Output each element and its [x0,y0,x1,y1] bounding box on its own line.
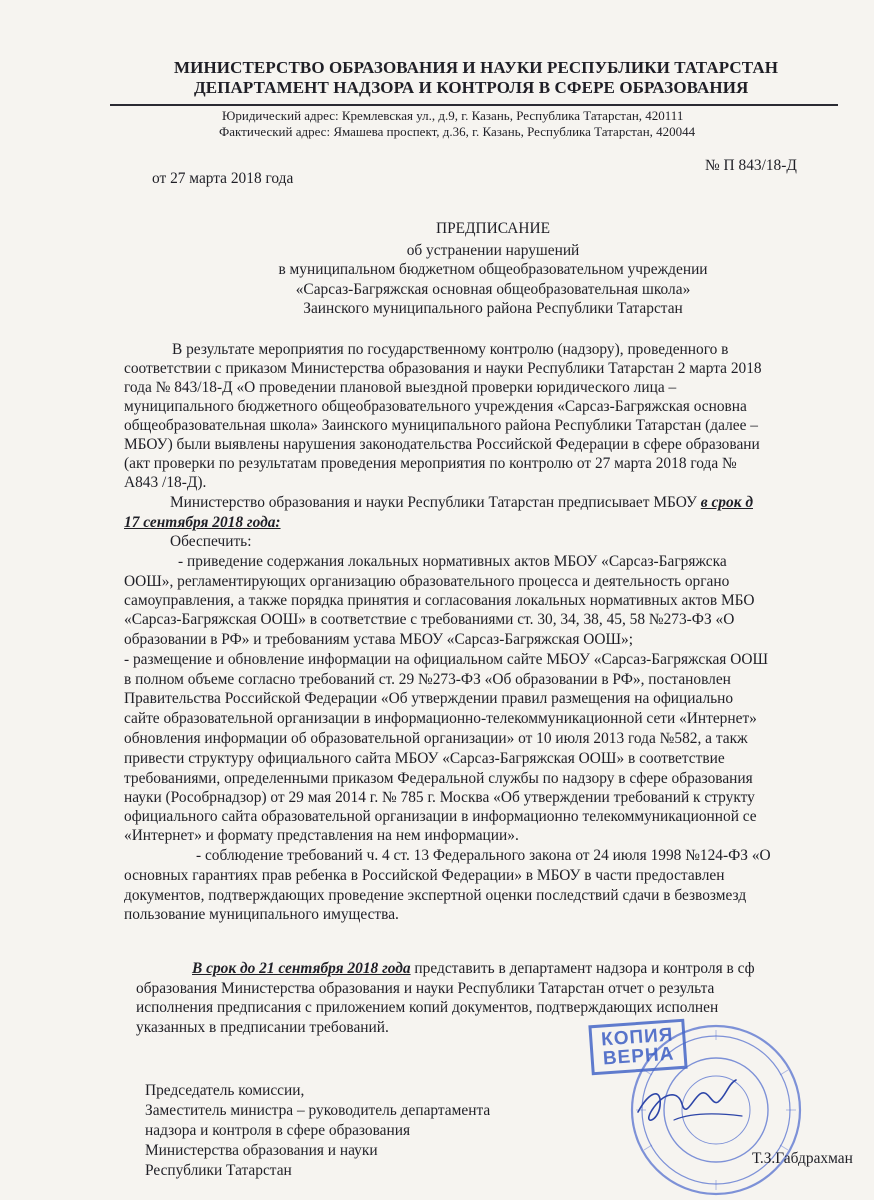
deadline-1-part-b: 17 сентября 2018 года: [124,514,281,531]
paragraph-1-line: А843 /18-Д). [124,474,207,491]
requirement-line: основных гарантиях прав ребенка в Российской Федерации» в МБОУ в части предоставлен [124,867,725,884]
signatory-line: Заместитель министра – руководитель департамента [145,1102,491,1119]
stamp-line-1: КОПИЯ [600,1024,675,1051]
requirement-line: в полном объеме согласно требований ст. 29 №273-ФЗ «Об образовании в РФ», постановлен [124,671,731,688]
signatory-name: Т.З.Габдрахман [752,1150,853,1167]
requirement-line: пользование муниципального имущества. [124,906,399,923]
prescription-lead: Министерство образования и науки Республики Татарстан предписывает МБОУ [170,494,701,511]
requirement-line: - размещение и обновление информации на официальном сайте МБОУ «Сарсаз-Багряжская ООШ [124,651,768,668]
paragraph-3-line: исполнения предписания с приложением копий документов, подтверждающих исполнен [136,999,719,1016]
signatory-line: Министерства образования и науки [145,1142,378,1159]
paragraph-3-line [192,960,755,978]
paragraph-3-line: указанных в предписании требований. [136,1019,389,1036]
title-line-3: «Сарсаз-Багряжская основная общеобразовательная школа» [295,281,691,298]
paragraph-3-line: образования Министерства образования и науки Республики Татарстан отчет о результа [136,980,715,997]
paragraph-1-line: соответствии с приказом Министерства образования и науки Республики Татарстан 2 марта 2018 [124,360,762,377]
paragraph-1-line: года № 843/18-Д «О проведении плановой выездной проверки юридического лица – [124,379,677,396]
requirement-line: «Интернет» и формату представления на нем информации». [124,827,519,844]
handwritten-signature-icon [630,1060,750,1140]
paragraph-1-line: В результате мероприятия по государственному контролю (надзору), проведенного в [172,341,729,358]
paragraph-1-line: (акт проверки по результатам проведения мероприятия по контролю от 27 марта 2018 года № [124,455,737,472]
requirement-line: самоуправления, а также порядка принятия и согласования локальных нормативных актов МБО [124,592,755,609]
legal-address: Юридический адрес: Кремлевская ул., д.9, г. Казань, Республика Татарстан, 420111 [222,108,684,123]
deadline-2: В срок до 21 сентября 2018 года [192,960,411,977]
paragraph-1-line: муниципального бюджетного общеобразовательного учреждения «Сарсаз-Багряжская основна [124,398,747,415]
ensure-label: Обеспечить: [170,533,252,550]
requirement-line: науки (Рособрнадзор) от 29 мая 2014 г. № 785 г. Москва «Об утверждении требований к структу [124,789,755,806]
signatory-line: Республики Татарстан [145,1162,292,1179]
requirement-line: официального сайта образовательной организации в информационно телекоммуникационной се [124,808,757,825]
title-line-2: в муниципальном бюджетном общеобразовательном учреждении [278,261,708,278]
department-title: ДЕПАРТАМЕНТ НАДЗОРА И КОНТРОЛЯ В СФЕРЕ ОБРАЗОВАНИЯ [194,78,749,97]
requirement-line: образовании в РФ» и требованиям устава МБОУ «Сарсаз-Багряжская ООШ»; [124,631,634,648]
requirement-line: сайте образовательной организации в информационно-телекоммуникационной сети «Интернет» [124,710,757,727]
actual-address: Фактический адрес: Ямашева проспект, д.36, г. Казань, Республика Татарстан, 420044 [219,124,696,139]
requirement-line: Правительства Российской Федерации «Об утверждении правил размещения на официально [124,690,734,707]
requirement-line: ООШ», регламентирующих организацию образовательного процесса и деятельность органо [124,573,730,590]
title-line-4: Заинского муниципального района Республики Татарстан [303,300,683,317]
paragraph-1-line: МБОУ) были выявлены нарушения законодательства Российской Федерации в сфере образовани [124,436,760,453]
header-divider [110,104,838,106]
requirement-line: «Сарсаз-Багряжская ООШ» в соответствие с требованиями ст. 30, 34, 38, 45, 58 №273-ФЗ «О [124,611,735,628]
requirement-line: - соблюдение требований ч. 4 ст. 13 Федерального закона от 24 июля 1998 №124-ФЗ «О [196,847,771,864]
paragraph-1-line: общеобразовательная школа» Заинского муниципального района Республики Татарстан (далее – [124,417,758,434]
document-number: № П 843/18-Д [705,157,797,174]
requirement-line: привести структуру официального сайта МБОУ «Сарсаз-Багряжская ООШ» в соответствие [124,750,725,767]
title-line-1: об устранении нарушений [406,242,580,259]
ministry-title: МИНИСТЕРСТВО ОБРАЗОВАНИЯ И НАУКИ РЕСПУБЛИКИ ТАТАРСТАН [174,58,779,77]
document-date: от 27 марта 2018 года [152,170,294,187]
document-title: ПРЕДПИСАНИЕ [435,220,551,237]
deadline-1-part-a: в срок д [700,494,753,511]
requirement-line: требованиями, определенными приказом Федеральной службы по надзору в сфере образования [124,770,753,787]
stamp-line-2: ВЕРНА [602,1043,676,1070]
report-text: представить в департамент надзора и контроля в сф [410,960,755,977]
signatory-line: Председатель комиссии, [145,1082,305,1099]
requirement-line: обновления информации об образовательной организации» от 10 июля 2013 года №582, а такж [124,730,748,747]
signatory-line: надзора и контроля в сфере образования [145,1122,411,1139]
requirement-line: документов, подтверждающих проведение экспертной оценки последствий сдачи в безвозмезд [124,887,747,904]
requirement-line: - приведение содержания локальных нормативных актов МБОУ «Сарсаз-Багряжска [178,553,727,570]
paragraph-2-line [170,494,753,512]
